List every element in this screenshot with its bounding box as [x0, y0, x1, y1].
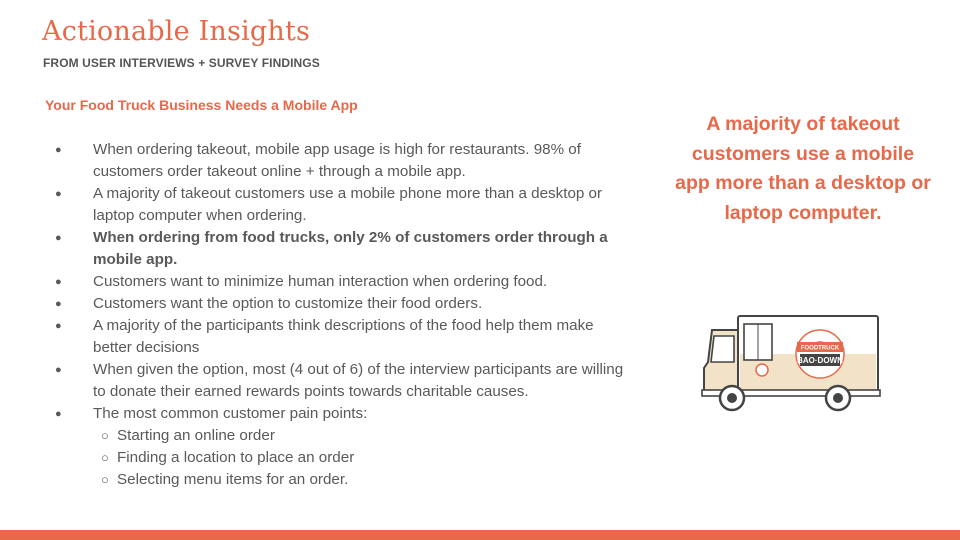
list-item: ● Customers want to minimize human interaction when ordering food. — [55, 271, 625, 293]
slide-subtitle: FROM USER INTERVIEWS + SURVEY FINDINGS — [43, 56, 320, 70]
list-item: ● When ordering from food trucks, only 2% of customers order through a mobile app. — [55, 227, 625, 271]
list-item — [55, 403, 625, 491]
list-item: ○ Starting an online order — [93, 425, 625, 447]
pain-points-list — [93, 425, 625, 491]
pain-points-label: The most common customer pain points: — [93, 405, 368, 422]
list-item: ● A majority of the participants think descriptions of the food help them make better decisions — [55, 315, 625, 359]
insights-list — [55, 139, 625, 491]
list-item: ○ Finding a location to place an order — [93, 447, 625, 469]
slide-title: Actionable Insights — [42, 16, 311, 47]
truck-logo-name: BAO·DOWN — [797, 356, 843, 365]
list-item: ● A majority of takeout customers use a mobile phone more than a desktop or laptop computer when ordering. — [55, 183, 625, 227]
truck-logo-top-text: FOODTRUCK — [800, 345, 840, 352]
section-heading: Your Food Truck Business Needs a Mobile App — [45, 97, 358, 113]
footer-accent-bar — [0, 530, 960, 540]
list-item: ● When ordering takeout, mobile app usage is high for restaurants. 98% of customers order takeout online + through a mobile app. — [55, 139, 625, 183]
list-item: ● When given the option, most (4 out of 6) of the interview participants are willing to donate their earned rewards points towards charitable causes. — [55, 359, 625, 403]
callout-text: A majority of takeout customers use a mobile app more than a desktop or laptop computer. — [675, 113, 931, 224]
list-item: ○ Selecting menu items for an order. — [93, 469, 625, 491]
list-item: ● Customers want the option to customize their food orders. — [55, 293, 625, 315]
food-truck-illustration — [700, 312, 882, 414]
